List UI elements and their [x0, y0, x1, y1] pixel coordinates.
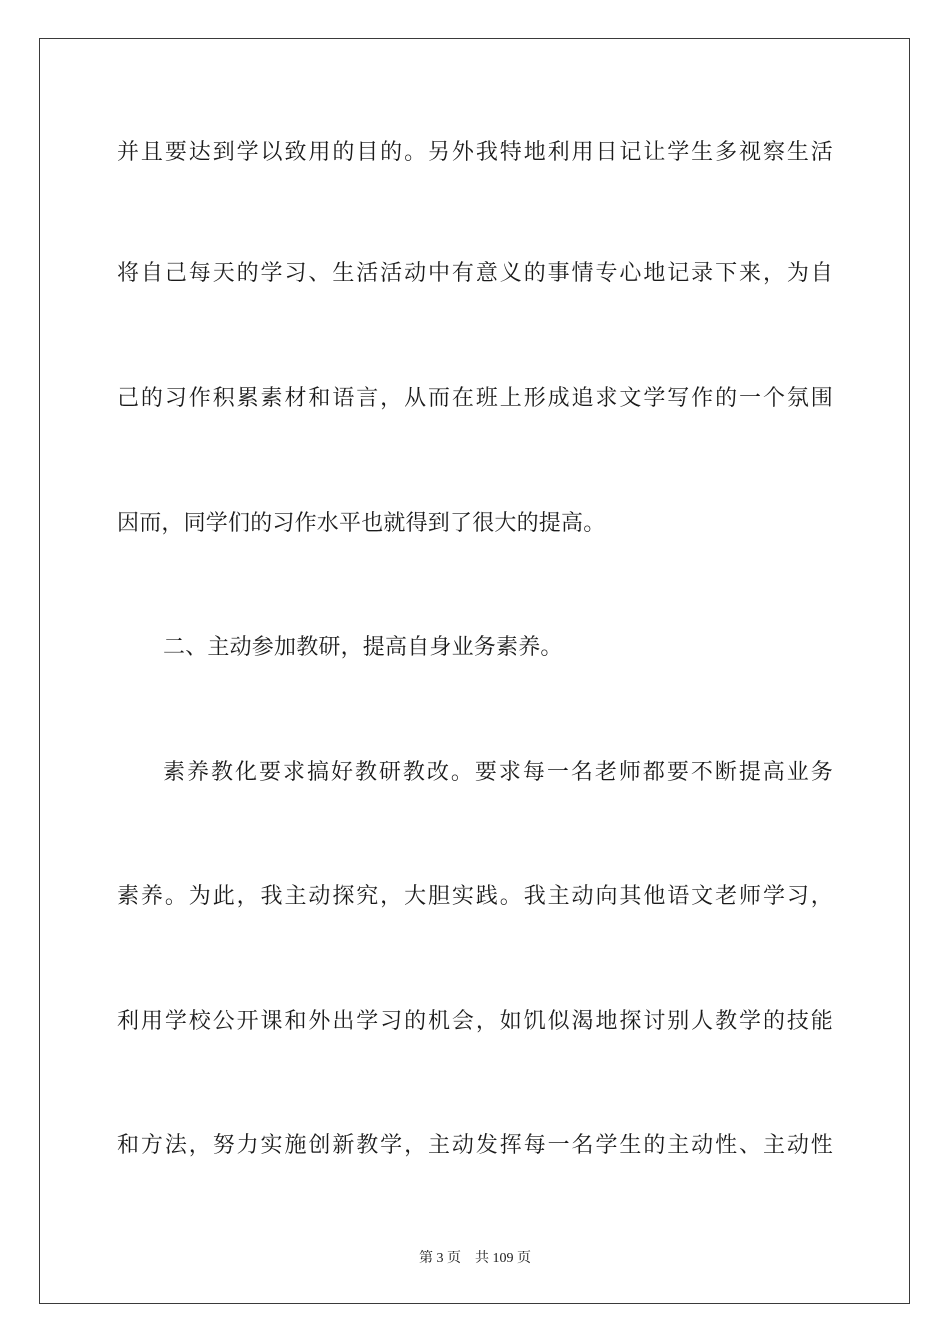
section-heading: 二、主动参加教研，提高自身业务素养。 — [163, 635, 563, 660]
page-border — [39, 38, 910, 1304]
paragraph-line: 和方法，努力实施创新教学，主动发挥每一名学生的主动性、主动性 — [117, 1133, 833, 1158]
paragraph-line: 因而，同学们的习作水平也就得到了很大的提高。 — [117, 511, 606, 536]
paragraph-line: 素养。为此，我主动探究，大胆实践。我主动向其他语文老师学习， — [117, 884, 833, 909]
paragraph-line: 将自己每天的学习、生活活动中有意义的事情专心地记录下来，为自 — [117, 261, 833, 286]
paragraph-line: 己的习作积累素材和语言，从而在班上形成追求文学写作的一个氛围 — [117, 386, 833, 411]
page-footer — [0, 1250, 950, 1268]
paragraph-line: 并且要达到学以致用的目的。另外我特地利用日记让学生多视察生活 — [117, 140, 833, 165]
page-number: 第 3 页 — [419, 1251, 461, 1266]
paragraph-line: 利用学校公开课和外出学习的机会，如饥似渴地探讨别人教学的技能 — [117, 1009, 833, 1034]
paragraph-line: 素养教化要求搞好教研教改。要求每一名老师都要不断提高业务 — [163, 760, 833, 785]
page-total: 共 109 页 — [475, 1251, 531, 1266]
